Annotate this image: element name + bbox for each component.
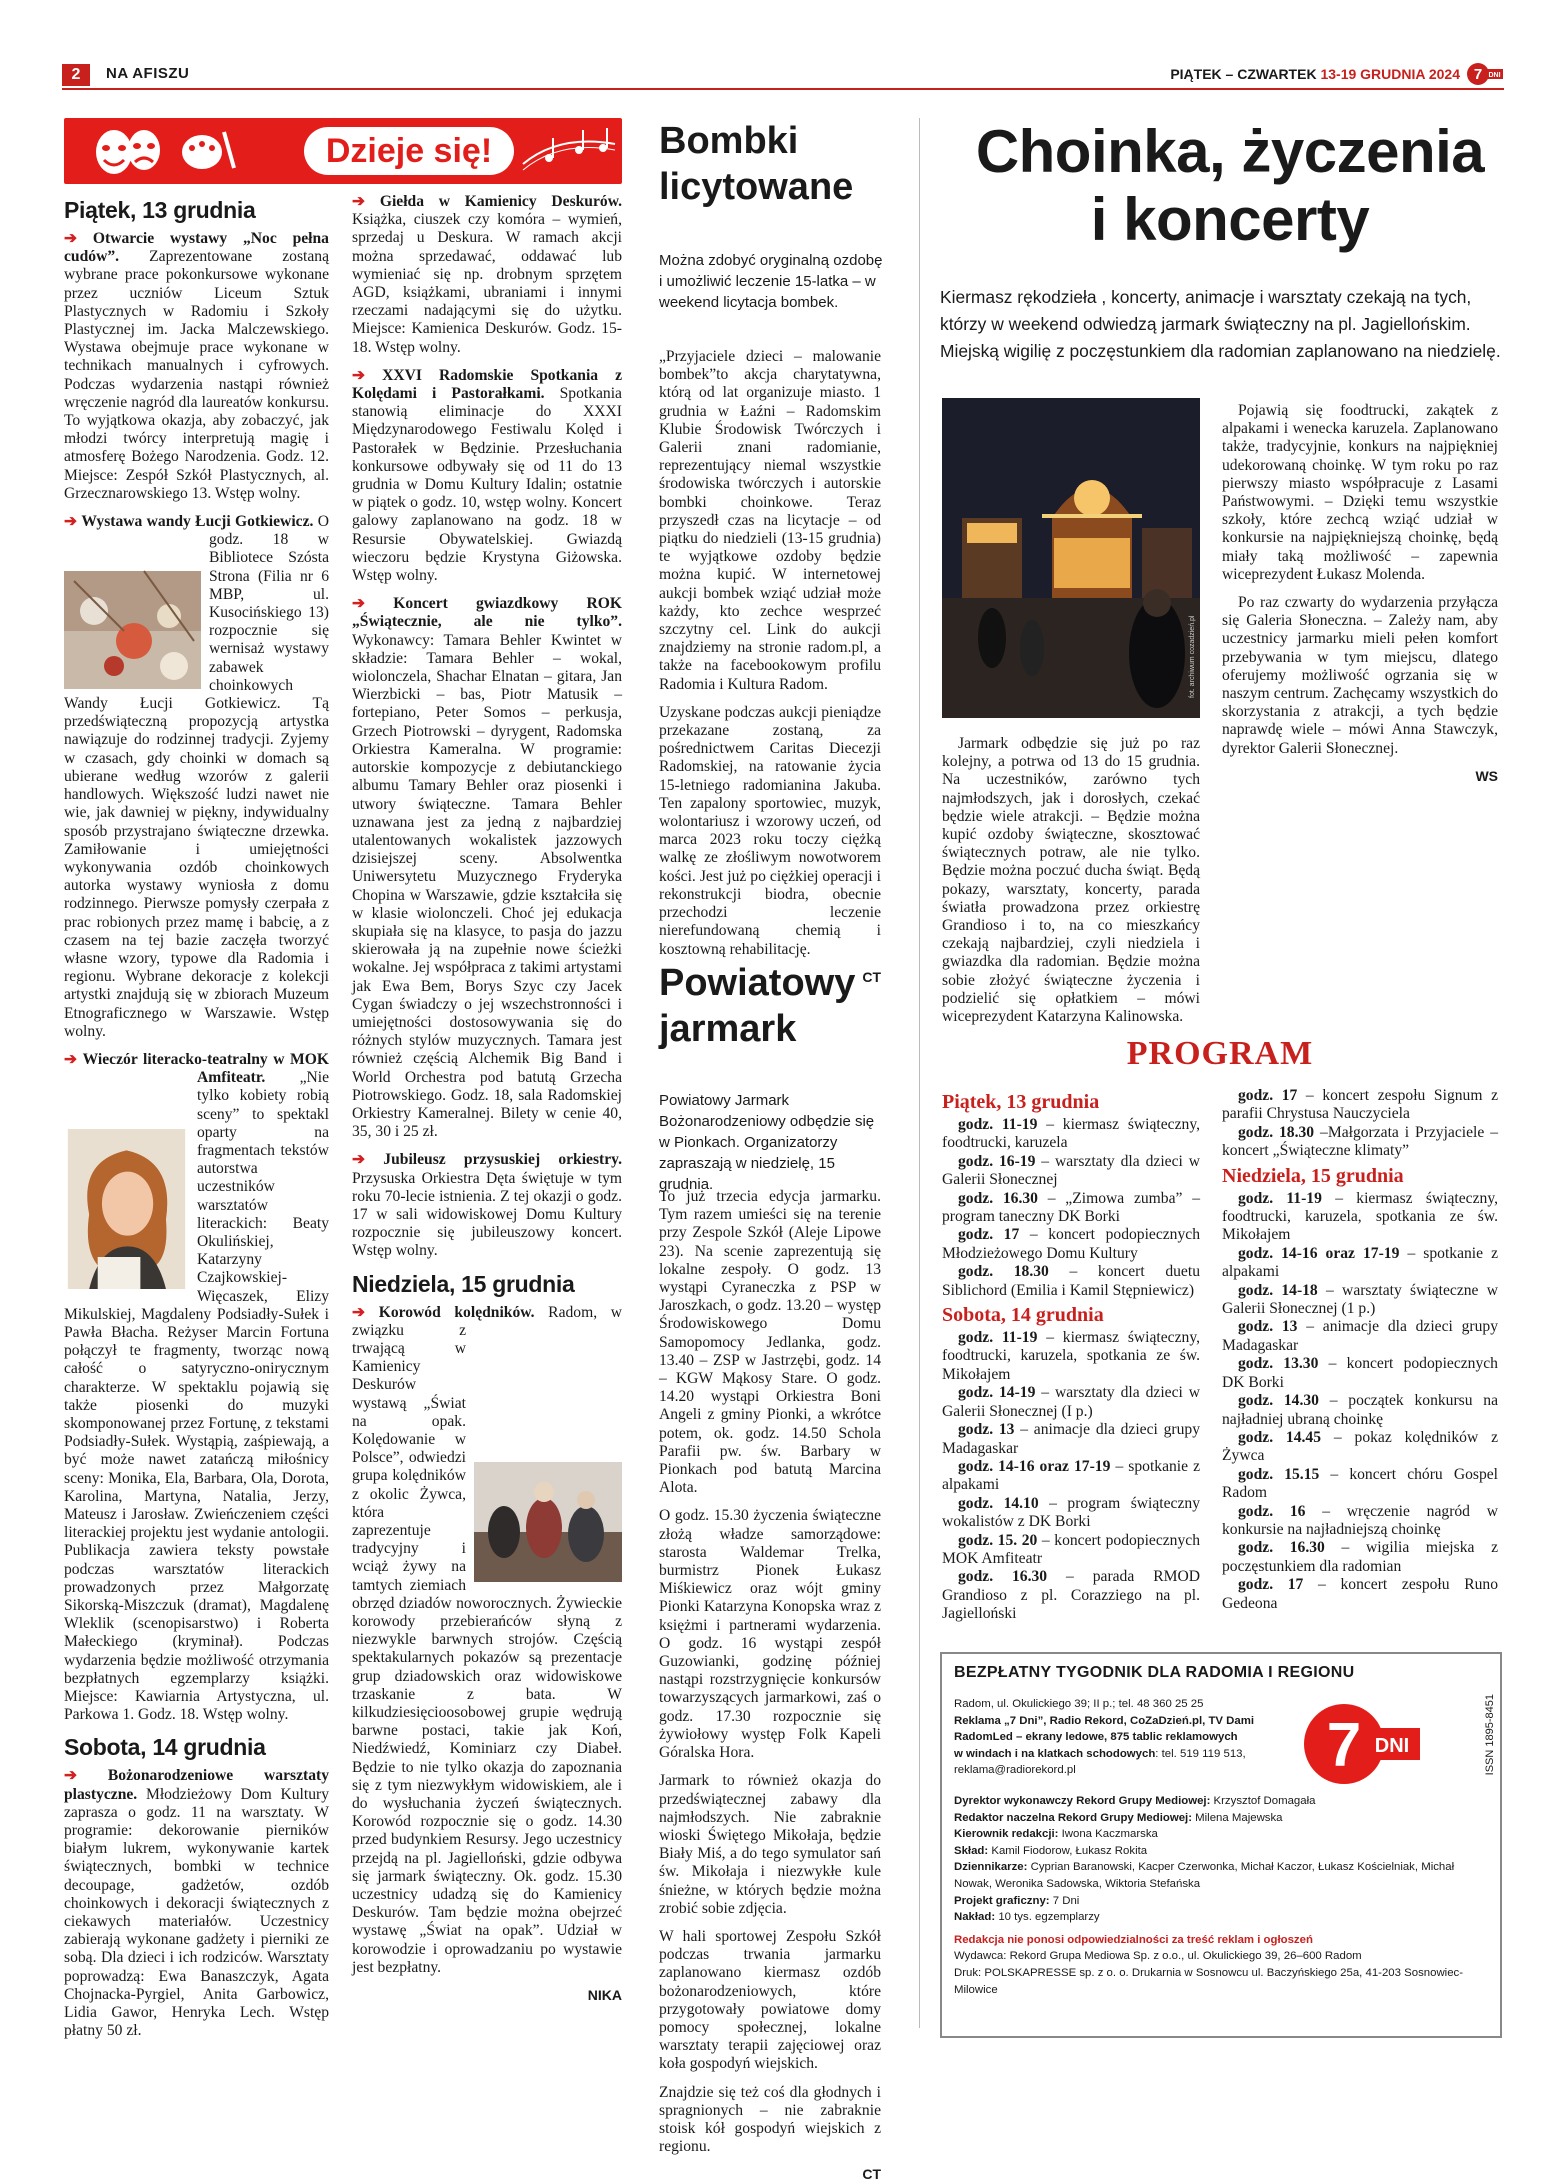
bombki-lead: Można zdobyć oryginalną ozdobę i umożliwić leczenie 15-latka – w weekend licytacja bombek. — [659, 252, 883, 311]
event-orchestra-jubilee: ➔ Jubileusz przysuskiej orkiestry. Przysuska Orkiestra Dęta świętuje w tym roku 70-lecie istnienia. Z tej okazji o godz. 17 w sali widowiskowej Domu Kultury rozpocznie się jubileuszowy koncert. Wstęp wolny. — [352, 1151, 623, 1260]
event-exhibition-gotkiewicz: ➔ Wystawa wandy Łucji Gotkiewicz. O godz. 18 w Bibliotece Szósta Strona (Filia nr 6 MBP, ul. Kusocińskiego 13) rozpocznie się wernisaż wystawy zabawek choinkowych Wandy Łucji Gotkiewicz. Tą przedświąteczną propozycją artystka nawiązuje do rodzinnej tradycji. Zyjemy w czasach, gdy choinki w domach są ubierane według wzorów z galerii handlowych. Większość ludzi nawet nie wie, jak dawniej w piękny, indywidualny sposób przystrajano świąteczne drzewka. Zamiłowanie i umiejętności wykonywania ozdób choinkowych autorka wystawy wyniosła z domu rodzinnego. Pierwsze pomysły czerpała z prac robionych przez mamę i babcię, a z czasem na tej bazie zaczęła tworzyć własne wzory, typowe dla Radomia i regionu. Wybrane dekoracje z kolekcji artystki znajdują się w zbiorach Muzeum Etnograficznego w Warszawie. Wstęp wolny. — [64, 513, 329, 1040]
program-item: godz. 15.15 – koncert chóru Gospel Radom — [1222, 1465, 1498, 1502]
bombki-title: Bombki licytowane — [659, 120, 854, 208]
program-sunday-list — [1222, 1190, 1498, 1613]
program-item: godz. 16-19 – warsztaty dla dzieci w Galerii Słonecznej — [942, 1152, 1200, 1189]
author-signature: CT — [862, 2166, 881, 2182]
choinka-paragraph: Pojawią się foodtrucki, zakątek z alpakami i wenecka karuzela. Zaplanowano także, tradycyjnie, konkurs na najpiękniej udekorowaną choinkę. W tym roku po raz pierwszy miasto współpracuje z Lasami Państwowymi. – Dzięki temu wszystkie szkoły, które zechcą wziąć udział w konkursie na najpiękniejszą choinkę, będą miały taką możliwość – zapewnia wiceprezydent Łukasz Molenda. — [1222, 402, 1498, 583]
choinka-paragraph: Po raz czwarty do wydarzenia przyłącza się Galeria Słoneczna. – Zależy nam, aby uczestnicy jarmarku mieli pełen komfort przebywania w tym miejscu, dlatego oferujemy możliwość ogrzania się w naszym centrum. Zachęcamy wszystkich do skorzystania z atrakcji, a tych będzie naprawdę wiele – mówi Anna Stawczyk, dyrektor Galerii Słonecznej. — [1222, 594, 1498, 757]
program-day-sunday: Niedziela, 15 grudnia — [1222, 1164, 1404, 1187]
7dni-mini-logo — [1466, 62, 1504, 86]
issue-dates: PIĄTEK – CZWARTEK 13-19 GRUDNIA 2024 — [1170, 66, 1460, 82]
bombki-paragraph: „Przyjaciele dzieci – malowanie bombek”to akcja charytatywna, którą od lat organizuje miasto. 1 grudnia w Łaźni – Radomskim Klubie Środowisk Twórczych i Galerii znani radomianie, reprezentujący niemal wszystkie środowiska twórczych i autorskie bombki choinkowe. Teraz przyszedł czas na licytacje – od piątku do niedzieli (13-15 grudnia) te wyjątkowe ozdoby będzie można kupić. W internetowej aukcji bombek wziąć udział może każdy, kto zechce wesprzeć szczytny cel. Link do aukcji znajdziemy na stronie radom.pl, a także na facebookowym profilu Radomia i Kultura Radom. — [659, 348, 881, 693]
program-item: godz. 17 – koncert zespołu Runo Gedeona — [1222, 1576, 1499, 1612]
impressum-disclaimer: Redakcja nie ponosi odpowiedzialności za treść reklam i ogłoszeń — [954, 1933, 1313, 1946]
arrow-icon: ➔ — [352, 1151, 366, 1169]
section-name: NA AFISZU — [106, 65, 190, 82]
svg-text:7: 7 — [1326, 1711, 1362, 1780]
bombki-article — [659, 348, 881, 985]
jarmark-paragraph: O godz. 15.30 życzenia świąteczne złożą władze samorządowe: starosta Waldemar Trelka, burmistrz Pionek Łukasz Miśkiewicz oraz wójt gminy Pionki Katarzyna Konopska wraz z księżmi i partnerami wydarzenia. O godz. 16 wystąpi zespół Guzowianki, godzinę później nastąpi rozstrzygnięcie konkursów towarzyszących jarmarkowi, zaś o godz. 17.30 rozpocznie się żywiołowy występ Folk Kapeli Góralska Hora. — [659, 1507, 881, 1762]
event-exchange: ➔ Giełda w Kamienicy Deskurów. Książka, ciuszek czy komóra – wymień, sprzedaj u Deskura. W ramach akcji można sprzedawać, oddawać lub wymieniać się np. drobnym sprzętem AGD, książkami, ubraniami i innymi rzeczami nadającymi się do użytku. Miejsce: Kamienica Deskurów. Godz. 15-18. Wstęp wolny. — [352, 193, 622, 356]
impressum-staff-row: Skład: Kamil Fiodorow, Łukasz Rokita — [954, 1844, 1148, 1857]
jarmark-paragraph: Znajdzie się też coś dla głodnych i spragnionych – nie zabraknie stoisk kół gospodyń wiejskich z regionu. — [659, 2083, 881, 2156]
theatre-masks-icon — [84, 124, 244, 178]
program-item: godz. 17 – koncert podopiecznych Młodzieżowego Domu Kultury — [942, 1226, 1200, 1262]
author-signature: CT — [862, 968, 881, 985]
program-day-friday: Piątek, 13 grudnia — [942, 1091, 1100, 1113]
impressum-address: Radom, ul. Okulickiego 39; II p.; tel. 48 360 25 25 — [954, 1698, 1204, 1710]
impressum-body: Radom, ul. Okulickiego 39; II p.; tel. 48 360 25 25 Reklama „7 Dni”, Radio Rekord, CoZaDzień.pl, TV Dami RadomLed – ekrany ledowe, 875 tablic reklamowych w windach i na klatkach schodowych: tel. 519 119 513, reklama@radiorekord.pl Dyrektor wykonawczy Rekord Grupy Mediowej: Krzysztof Domagała Redaktor naczelna Rekord Grupy Mediowej: Milena Majewska Kierownik redakcji: Iwona Kaczmarska Skład: Kamil Fiodorow, Łukasz Rokita Dziennikarze: Cyprian Baranowski, Kacper Czerwonka, Michał Kaczor, Łukasz Kościelniak, Michał Nowak, Weronika Sadowska, Wiktoria Stefańska Projekt graficzny: 7 Dni Nakład: 10 tys. egzemplarzy Redakcja nie ponosi odpowiedzialności za treść reklam i ogłoszeń Wydawca: Rekord Grupa Mediowa Sp. z o.o., ul. Okulickiego 39, 26–600 Radom Druk: POLSKAPRESSE sp. z o. o. Drukarnia w Sosnowcu ul. Baczyńskiego 25a, 41-203 Sosnowiec-Milowice — [954, 1696, 1494, 1998]
program-item: godz. 16.30 – wigilia miejska z poczęstunkiem dla radomian — [1222, 1539, 1499, 1575]
jarmark-article — [659, 1188, 881, 2182]
event-rok-concert: ➔ Koncert gwiazdkowy ROK „Świątecznie, ale nie tylko”. Wykonawcy: Tamara Behler Kwintet w składzie: Tamara Behler – wokal, wiolonczela, Shachar Elnatan – gitara, Jan Wierzbicki – bas, Piotr Matusik – fortepiano, Peter Somos – perkusja, Grzech Piotrowski – dyrygent, Radomska Orkiestra Kameralna. W programie: autorskie kompozycje z debiutanckiego albumu Tamary Behler oraz piosenki i utwory świąteczne. Tamara Behler uznawana jest za jedną z najbardziej utalentowanych wokalistek jazzowych dzisiejszej sceny. Absolwentka Uniwersytetu Muzycznego Fryderyka Chopina w Warszawie, gdzie kształciła się w klasie wiolonczeli. Choć jej edukacja skupiała się na klasyce, to pasja do jazzu skierowała ją na zupełnie nowe ścieżki wokalne. Jej współpraca z takimi artystami jak Ewa Bem, Borys Szyc czy Jacek Cygan świadczy o jej wszechstronności i umiejętności dostosowywania się do różnych stylów muzycznych. Tamara jest również częścią Alchemik Big Band i World Orchestra pod batutą Grzecha Piotrowskiego. Godz. 18, sala Radomskiej Orkiestry Kameralnej. Bilety w cenie 40, 35, 30 i 25 zł. — [352, 595, 622, 1141]
program-heading: PROGRAM — [1126, 1035, 1314, 1072]
program-item: godz. 17 – koncert zespołu Signum z parafii Chrystusa Nauczyciela — [1222, 1087, 1498, 1123]
arrow-icon: ➔ — [352, 193, 366, 210]
author-signature: WS — [1475, 767, 1498, 784]
event-workshop: ➔ Bożonarodzeniowe warsztaty plastyczne. Młodzieżowy Dom Kultury zaprasza o godz. 11 na warsztaty. W programie: dekorowanie pierników białym lukrem, wykonywanie kartek świątecznych, bombki w technice decoupage, gadżetów, ozdób choinkowych i dekoracji świątecznych z ciekawych materiałów. Uczestnicy zabierają wykonane gadżety i pierniki ze sobą. Dla dzieci i ich rodziców. Warsztaty poprowadzą: Ewa Banaszczyk, Agata Chojnacka-Pyrgiel, Anita Garbowicz, Lidia Gawor, Henryka Lech. Wstęp płatny 50 zł. — [64, 1767, 329, 2040]
day-heading-friday: Piątek, 13 grudnia — [64, 197, 256, 223]
program-item: godz. 14-19 – warsztaty dla dzieci w Galerii Słonecznej (I p.) — [942, 1384, 1200, 1420]
event-literary-evening: ➔ Wieczór literacko-teatralny w MOK Amfiteatr. „Nie tylko kobiety robią sceny” to spektakl oparty na fragmentach tekstów autorstwa uczestników warsztatów literackich: Beaty Okulińskiej, Katarzyny Czajkowskiej-Więcaszek, Elizy Mikulskiej, Magdaleny Podsiadły-Sułek i Pawła Błacha. Reżyser Marcin Fortuna połączył te fragmenty, tworząc nową całość o satyryczno-onirycznym charakterze. W spektaklu pojawią się także piosenki do muzyki skomponowanej przez Fortunę, z tekstami Podsiadły-Sułek. Wystąpią, zaśpiewają, a być może nawet zatańczą miłośnicy sceny: Monika, Ela, Barbara, Ola, Dorota, Karolina, Martyna, Natalia, Jerzy, Mateusz i Jarosław. Zwieńczeniem części literackiej projektu jest wydanie antologii. Publikacja zawiera teksty powstałe podczas warsztatów literackich prowadzonych przez Małgorzatę Sikorską-Miszczuk (dramat), Magdalenę Wleklik (scenopisarstwo) i Roberta Małeckiego (kryminał). Podczas wydarzenia będzie możliwość otrzymania bezpłatnych egzemplarzy książki. Miejsce: Kawiarnia Artystyczna, ul. Parkowa 1. Godz. 18. Wstęp wolny. — [64, 1050, 329, 1724]
program-item: godz. 18.30 – koncert duetu Siblichord (Emilia i Kamil Stępniewicz) — [942, 1263, 1200, 1299]
event-carols: ➔ XXVI Radomskie Spotkania z Kolędami i Pastorałkami. Spotkania stanowią eliminacje do XXXI Międzynarodowego Festiwalu Kolęd i Pastorałek w Będzinie. Przesłuchania konkursowe odbywały się od 11 do 13 grudnia w Domu Kultury Idalin; ostatnie w piątek o godz. 10, wstęp wolny. Koncert galowy zaplanowano na godz. 18 w Resursie Obywatelskiej. Gwiazdą wieczoru będzie Krystyna Giżowska. Wstęp wolny. — [352, 366, 622, 585]
christmas-market-photo — [942, 398, 1200, 718]
impressum-print: Druk: POLSKAPRESSE sp. z o. o. Drukarnia w Sosnowcu ul. Baczyńskiego 25a, 41-203 Sosnowiec-Milowice — [954, 1966, 1464, 1996]
program-item: godz. 14-16 oraz 17-19 – spotkanie z alpakami — [942, 1457, 1200, 1494]
program-item: godz. 14.30 – początek konkursu na najładniej ubraną choinkę — [1222, 1392, 1498, 1428]
impressum-ads: Reklama „7 Dni”, Radio Rekord, CoZaDzień.pl, TV Dami — [954, 1714, 1255, 1727]
event-carolers-parade: ➔ Korowód kolędników. Radom, w związku z trwającą w Kamienicy Deskurów wystawą „Świat na opak. Kolędowanie w Polsce”, odwiedzi grupa kolędników z okolic Żywca, która zaprezentuje tradycyjny i wciąż żywy na tamtych ziemiach obrzęd dziadów noworocznych. Żywieckie korowody przebierańców słyną z niezwykle barwnych strojów. Częścią spektakularnych pokazów są prezentacje grup dziadowskich oraz widowiskowe trzaskanie z bata. W kilkudziesięcioosobowej grupie wędrują barwne postaci, takie jak Koń, Niedźwiedź, Kominiarz czy Diabeł. Będzie to nie tylko okazja do zapoznania się z tym niezwykłym widowiskiem, ale i do wysłuchania życzeń świątecznych. Korowód rozpocznie się o godz. 14.30 przed budynkiem Resursy. Jego uczestnicy przejdą na pl. Jagielloński, gdzie odbywa się jarmark świąteczny. Ok. godz. 15.30 uczestnicy udadzą się do Kamienicy Deskurów. Tam będzie można obejrzeć wystawę „Świat na opak”. Udział w korowodzie i oprowadzaniu po wystawie jest bezpłatny. — [352, 1303, 622, 1976]
choinka-article-left — [942, 735, 1200, 1036]
christmas-ornaments-photo — [64, 571, 201, 689]
arrow-icon: ➔ — [352, 366, 366, 384]
program-item: godz. 16 – wręczenie nagród w konkursie na najładniejszą choinkę — [1222, 1502, 1498, 1538]
choinka-paragraph: Jarmark odbędzie się już po raz kolejny, a potrwa od 13 do 15 grudnia. Na uczestników, zarówno tych najmłodszych, jak i dorosłych, czekać będzie wiele atrakcji. – Będzie można kupić ozdoby świąteczne, skosztować świątecznych potraw, ale nie tylko. Będzie można poczuć ducha świąt. Będą pokazy, warsztaty, koncerty, parada światła prowadzona przez orkiestrę Grandioso i to, na co mieszkańcy czekają najbardziej, czyli niedziela i gwiazdka dla radomian. Będzie można sobie złożyć świąteczne życzenia i podzielić się opłatkiem – mówi wiceprezydent Katarzyna Kalinowska. — [942, 735, 1200, 1026]
impressum-publisher: Wydawca: Rekord Grupa Mediowa Sp. z o.o., ul. Okulickiego 39, 26–600 Radom — [954, 1950, 1362, 1963]
issn: ISSN 1895-8451 — [1484, 1694, 1496, 1776]
choinka-lead: Kiermasz rękodzieła , koncerty, animacje i warsztaty czekają na tych, którzy w weekend odwiedzą jarmark świąteczny na pl. Jagiellońskim. Miejską wigilię z poczęstunkiem dla radomian zaplanowano na niedzielę. — [940, 287, 1501, 361]
program-item: godz. 13.30 – koncert podopiecznych DK Borki — [1222, 1355, 1498, 1391]
page-number: 2 — [62, 64, 90, 86]
program-item: godz. 14-18 – warsztaty świąteczne w Galerii Słonecznej (1 p.) — [1222, 1281, 1498, 1318]
day-heading-saturday: Sobota, 14 grudnia — [64, 1734, 266, 1761]
arrow-icon: ➔ — [352, 595, 366, 613]
arrow-icon: ➔ — [64, 1050, 78, 1068]
program-item: godz. 16.30 – „Zimowa zumba” – program taneczny DK Borki — [942, 1189, 1201, 1226]
program-item: godz. 18.30 –Małgorzata i Przyjaciele – koncert „Świąteczne klimaty” — [1222, 1123, 1498, 1160]
bombki-paragraph: Uzyskane podczas aukcji pieniądze przekazane zostaną, za pośrednictwem Caritas Diecezji Radomskiej, na ratowanie życia 15-letniego radomianina Jakuba. Ten zapalony sportowiec, muzyk, wolontariusz i wzorowy uczeń, od marca 2023 roku toczy ciężką walkę ze złośliwym nowotworem kości. Jest już po ciężkiej operacji i rekonstrukcji biodra, obecnie przechodzi leczenie nierefundowaną chemią i kosztowną rehabilitację. — [659, 703, 881, 958]
jarmark-paragraph: Jarmark to również okazja do przedświątecznej zabawy dla najmłodszych. Nie zabraknie wioski Świętego Mikołaja, będzie Biały Miś, a do tego symulator sań św. Mikołaja i niezwykłe kule śnieżne, w których będzie można zrobić sobie zdjęcia. — [659, 1772, 881, 1917]
program-item: godz. 11-19 – kiermasz świąteczny, foodtrucki, karuzela, spotkania ze św. Mikołajem — [1222, 1189, 1499, 1244]
arrow-icon: ➔ — [64, 230, 78, 247]
program-day-saturday: Sobota, 14 grudnia — [942, 1304, 1104, 1327]
program-column-left — [942, 1087, 1200, 1624]
arrow-icon: ➔ — [64, 513, 78, 531]
impressum-staff-row: Nakład: 10 tys. egzemplarzy — [954, 1911, 1100, 1924]
events-column-1 — [64, 193, 329, 2051]
page-header — [62, 62, 1504, 90]
program-item: godz. 13 – animacje dla dzieci grupy Madagaskar — [1222, 1318, 1498, 1354]
svg-text:DNI: DNI — [1374, 1735, 1410, 1757]
impressum-title: BEZPŁATNY TYGODNIK DLA RADOMIA I REGIONU — [954, 1664, 1355, 1681]
events-column-2 — [352, 193, 622, 2003]
jarmark-paragraph: W hali sportowej Zespołu Szkół podczas trwania jarmarku zaplanowano kiermasz ozdób bożonarodzeniowych, które przygotowały powiatowe domy pomocy społecznej, lokalne warsztaty terapii zajęciowej oraz koła gospodyń wiejskich. — [659, 1927, 881, 2073]
program-item: godz. 13 – animacje dla dzieci grupy Madagaskar — [942, 1421, 1200, 1457]
program-item: godz. 11-19 – kiermasz świąteczny, foodtrucki, karuzela, spotkania ze św. Mikołajem — [942, 1329, 1201, 1383]
program-column-right — [1222, 1087, 1498, 1613]
program-item: godz. 14.45 – pokaz kolędników z Żywca — [1222, 1428, 1498, 1465]
day-heading-sunday: Niedziela, 15 grudnia — [352, 1270, 575, 1297]
music-notes-icon — [519, 124, 619, 178]
jarmark-lead: Powiatowy Jarmark Bożonarodzeniowy odbędzie się w Pionkach. Organizatorzy zapraszają w niedzielę, 15 grudnia. — [659, 1092, 875, 1193]
choinka-article-right — [1222, 402, 1498, 784]
impressum-staff-row: Dyrektor wykonawczy Rekord Grupy Mediowej: Krzysztof Domagała — [954, 1794, 1316, 1807]
arrow-icon: ➔ — [352, 1303, 366, 1321]
svg-text:fot. archiwum cozadzień.pl: fot. archiwum cozadzień.pl — [1189, 615, 1196, 698]
jarmark-title: Powiatowy jarmark — [659, 962, 856, 1050]
dzieje-sie-banner — [64, 118, 622, 184]
carolers-photo — [474, 1462, 622, 1582]
impressum-staff-row: Dziennikarze: Cyprian Baranowski, Kacper Czerwonka, Michał Kaczor, Łukasz Kościelniak, Michał Nowak, Weronika Sadowska, Wiktoria Stefańska — [954, 1861, 1455, 1890]
event-exhibition-noc: ➔ Otwarcie wystawy „Noc pełna cudów”. Zaprezentowane zostaną wybrane prace pokonkursowe wykonane przez uczniów Liceum Sztuk Plastycznych w Radomiu i Szkoły Plastycznej im. Jacka Malczewskiego. Wystawa obejmuje prace wykonane w technikach manualnych i cyfrowych. Podczas wydarzenia nastąpi również wręczenie nagród dla laureatów konkursu. To wyjątkowa okazja, aby zobaczyć, jak młodzi twórcy interpretują magię i atmosferę Bożego Narodzenia. Godz. 12. Miejsce: Zespół Szkół Plastycznych, al. Grzecznarowskiego 13. Wstęp wolny. — [64, 230, 329, 502]
impressum-staff — [954, 1793, 1494, 1926]
program-item: godz. 11-19 – kiermasz świąteczny, foodtrucki, karuzela — [942, 1116, 1201, 1152]
choinka-title: Choinka, życzenia i koncerty — [975, 118, 1485, 253]
impressum-staff-row: Redaktor naczelna Rekord Grupy Mediowej: Milena Majewska — [954, 1811, 1283, 1824]
program-item: godz. 16.30 – parada RMOD Grandioso z pl. Corazziego na pl. Jagielloński — [942, 1568, 1200, 1623]
impressum-box — [940, 1652, 1502, 2038]
impressum-staff-row: Kierownik redakcji: Iwona Kaczmarska — [954, 1828, 1158, 1841]
dzieje-sie-title: Dzieje się! — [304, 127, 514, 175]
author-signature: NIKA — [587, 1987, 622, 2004]
woman-portrait-photo — [64, 1129, 189, 1289]
jarmark-paragraph: To już trzecia edycja jarmarku. Tym razem umieści się na terenie przy Zespole Szkół (Aleje Lipowe 23). Na scenie zaprezentują się lokalne zespoły. O godz. 13 wystąpi Cyraneczka z PSP w Jaroszkach, o godz. 13.20 – występ Środowiskowego Domu Samopomocy Jedlanka, godz. 13.40 – ZSP w Jastrzębi, godz. 14 – KGW Mąkosy Stare. O godz. 14.20 wystąpi Orkiestra Boni Angeli z gminy Pionki, a wkrótce potem, ok. godz. 14.50 Schola Parafii pw. św. Barbary w Pionkach pod batutą Marcina Alota. — [659, 1188, 881, 1497]
program-item: godz. 15. 20 – koncert podopiecznych MOK Amfiteatr — [942, 1531, 1200, 1567]
program-item: godz. 14.10 – program świąteczny wokalistów z DK Borki — [942, 1494, 1200, 1531]
column-divider — [919, 118, 920, 2028]
program-item: godz. 14-16 oraz 17-19 – spotkanie z alpakami — [1222, 1244, 1498, 1281]
arrow-icon: ➔ — [64, 1767, 78, 1785]
program-saturday-list — [942, 1329, 1200, 1624]
program-saturday-list-cont — [1222, 1087, 1498, 1161]
svg-text:7: 7 — [1473, 66, 1483, 83]
impressum-staff-row: Projekt graficzny: 7 Dni — [954, 1894, 1080, 1907]
impressum-email: reklama@radiorekord.pl — [954, 1764, 1076, 1777]
program-friday-list — [942, 1116, 1200, 1300]
svg-text:DNI: DNI — [1488, 72, 1501, 79]
